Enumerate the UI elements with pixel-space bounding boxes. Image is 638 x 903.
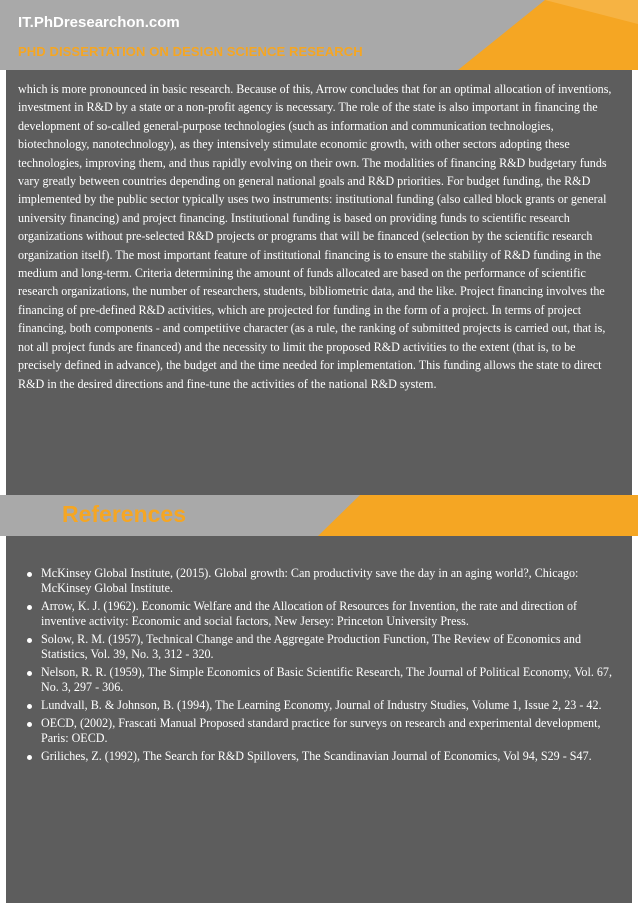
bullet-icon [27, 572, 32, 577]
references-list [22, 566, 612, 767]
reference-text: Griliches, Z. (1992), The Search for R&D Spillovers, The Scandinavian Journal of Economics, Vol 94, S29 - S47. [41, 748, 592, 763]
reference-text: Solow, R. M. (1957), Technical Change and the Aggregate Production Function, The Review of Economics and Statistics, Vol. 39, No. 3, 312 - 320. [41, 632, 582, 662]
page-title: PHD DISSERTATION ON DESIGN SCIENCE RESEARCH [18, 44, 363, 59]
site-name[interactable]: IT.PhDresearchon.com [18, 14, 180, 31]
reference-item [22, 749, 612, 764]
bullet-icon [27, 638, 32, 643]
reference-text: Arrow, K. J. (1962). Economic Welfare and the Allocation of Resources for Invention, the rate and direction of inventive activity: Economic and social factors, New Jersey: Princeton University Press. [41, 599, 578, 629]
bullet-icon [27, 755, 32, 760]
reference-item [22, 599, 612, 629]
reference-text: Nelson, R. R. (1959), The Simple Economics of Basic Scientific Research, The Journal of Political Economy, Vol. 67, No. 3, 297 - 306. [41, 665, 613, 695]
reference-text: McKinsey Global Institute, (2015). Global growth: Can productivity save the day in an aging world?, Chicago: McKinsey Global Institute. [41, 566, 579, 596]
references-heading: References [62, 501, 187, 527]
reference-item [22, 632, 612, 662]
reference-text: OECD, (2002), Frascati Manual Proposed standard practice for surveys on research and experimental development, Paris: OECD. [41, 715, 601, 745]
body-paragraph: which is more pronounced in basic research. Because of this, Arrow concludes that for an optimal allocation of inventions, investment in R&D by a state or a non-profit agency is necessary. The role of the state is also important in financing the development of so-called general-purpose technologies (such as information and communication technologies, biotechnology, nanotechnology), as they intensively stimulate economic growth, with other sectors adopting these technologies, improving them, and thus rapidly evolving on their own. The modalities of financing R&D budgetary funds vary greatly between countries depending on general national goals and R&D priorities. For budget funding, the R&D implemented by the public sector typically uses two instruments: institutional funding (also called block grants or general university financing) and project financing. Institutional funding is based on providing funds to scientific research organizations without pre-selected R&D projects or programs that will be financed (selection by the scientific research organization itself). The most important feature of institutional financing is to ensure the stability of R&D funding in the medium and long-term. Criteria determining the amount of funds allocated are based on the performance of scientific research organizations, the number of researchers, students, bibliometric data, and the like. Project financing involves the financing of pre-defined R&D activities, which are projected for funding in the form of a project. In terms of project financing, both components - and competitive character (as a rule, the ranking of submitted projects is carried out, that is, not all project funds are financed) and the necessity to limit the proposed R&D activities to the extent (that is, to be precisely defined in advance), the budget and the time needed for implementation. This funding allows the state to direct R&D in the desired directions and fine-tune the activities of the national R&D system. [18, 82, 612, 391]
references-accent-shape [318, 495, 638, 536]
bullet-icon [27, 671, 32, 676]
bullet-icon [27, 704, 32, 709]
reference-text: Lundvall, B. & Johnson, B. (1994), The Learning Economy, Journal of Industry Studies, Volume 1, Issue 2, 23 - 42. [41, 698, 602, 712]
bullet-icon [27, 722, 32, 727]
header-accent-shape [0, 0, 638, 70]
reference-item [22, 665, 612, 695]
reference-item [22, 716, 612, 746]
reference-item [22, 698, 612, 713]
reference-item [22, 566, 612, 596]
bullet-icon [27, 605, 32, 610]
